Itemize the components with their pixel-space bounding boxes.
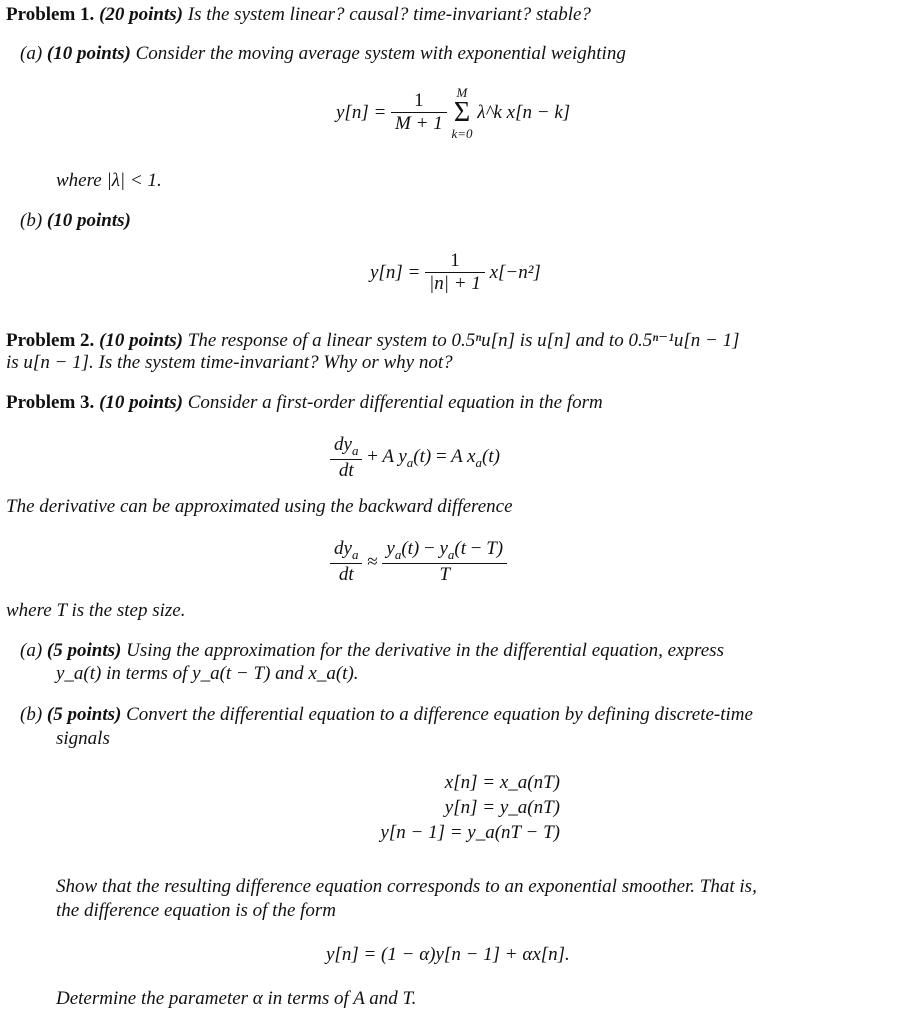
problem1b-frac-num: 1 — [425, 250, 485, 273]
problem3b-show2: the difference equation is of the form — [56, 900, 337, 921]
summation-symbol: M Σ k=0 — [451, 85, 473, 141]
problem3a-line2: y_a(t) in terms of y_a(t − T) and x_a(t). — [56, 663, 359, 684]
problem1-heading — [6, 4, 591, 26]
definition-x: x[n] = x_a(nT) — [444, 772, 560, 793]
problem3b-text1: Convert the differential equation to a difference equation by defining discrete-time — [126, 704, 753, 725]
problem3a-line1 — [20, 640, 724, 662]
problem1b-eq-lhs: y[n] = — [370, 261, 421, 283]
problem1b-label: (b) — [20, 210, 43, 231]
problem2-line1 — [6, 329, 740, 352]
signal-definitions — [330, 770, 560, 845]
problem3a-points: (5 points) — [46, 640, 122, 661]
definition-y: y[n] = y_a(nT) — [444, 797, 560, 818]
problem1-points: (20 points) — [99, 4, 183, 25]
problem1a-eq-lhs: y[n] = — [336, 102, 387, 123]
problem3b-label: (b) — [20, 704, 43, 725]
problem1a-text: Consider the moving average system with exponential weighting — [135, 43, 626, 64]
problem1a-frac-den: M + 1 — [395, 113, 443, 135]
problem1b-line — [20, 210, 131, 232]
problem3-ode: $\frac{dy_a}{dt}$ + A $y_a(t) = A$ $x_a(t)$ — [330, 434, 500, 483]
problem3a-label: (a) — [20, 640, 43, 661]
problem2-text1: The response of a linear system to 0.5ⁿu[n] is u[n] and to 0.5ⁿ⁻¹u[n − 1] — [187, 330, 740, 351]
problem1b-tail: x[−n²] — [489, 261, 541, 283]
problem1-title: Problem 1. — [6, 4, 95, 25]
ode-derivative: $\frac{dy_a}{dt}$ — [330, 434, 362, 483]
problem3-points: (10 points) — [99, 392, 183, 413]
problem1b-points: (10 points) — [46, 210, 131, 231]
problem3-step-note: where T is the step size. — [6, 600, 186, 621]
problem3-approx-intro: The derivative can be approximated using the backward difference — [6, 496, 513, 517]
problem1-question: Is the system linear? causal? time-invariant? stable? — [187, 4, 591, 25]
problem3-title: Problem 3. — [6, 392, 95, 413]
problem3b-determine: Determine the parameter α in terms of A and T. — [56, 988, 417, 1009]
problem3a-text1: Using the approximation for the derivative in the differential equation, express — [126, 640, 724, 661]
problem1a-label: (a) — [20, 43, 43, 64]
problem1a-equation — [336, 86, 570, 140]
problem3-approx-equation: $\frac{dy_a}{dt}$ ≈ $\frac{y_a(t) - y_a(t - T)}{T}$ — [330, 538, 507, 587]
sum-lower-limit: k=0 — [451, 126, 473, 141]
problem3b-line2: signals — [56, 728, 110, 749]
problem1b-frac-den: |n| + 1 — [429, 272, 481, 294]
problem1a-points: (10 points) — [46, 43, 131, 64]
problem1b-equation — [370, 250, 541, 296]
problem3b-line1 — [20, 704, 753, 726]
problem3b-show1: Show that the resulting difference equation corresponds to an exponential smoother. That is, — [56, 876, 757, 897]
problem1a-line — [20, 43, 626, 65]
problem2-title: Problem 2. — [6, 330, 95, 351]
problem1a-fraction — [391, 90, 447, 136]
problem1a-condition: where |λ| < 1. — [56, 170, 162, 191]
problem2-line2: is u[n − 1]. Is the system time-invariant? Why or why not? — [6, 352, 453, 373]
problem1a-summand: λ^k x[n − k] — [477, 102, 571, 123]
problem3b-points: (5 points) — [46, 704, 122, 725]
problem1a-frac-num: 1 — [391, 90, 447, 113]
sum-upper-limit: M — [456, 85, 468, 100]
problem3-heading — [6, 392, 603, 414]
smoother-equation: y[n] = (1 − α)y[n − 1] + αx[n]. — [326, 944, 570, 965]
problem2-points: (10 points) — [99, 330, 183, 351]
problem3-intro: Consider a first-order differential equation in the form — [187, 392, 603, 413]
definition-y-delayed: y[n − 1] = y_a(nT − T) — [380, 822, 560, 843]
problem1b-fraction — [425, 250, 485, 296]
